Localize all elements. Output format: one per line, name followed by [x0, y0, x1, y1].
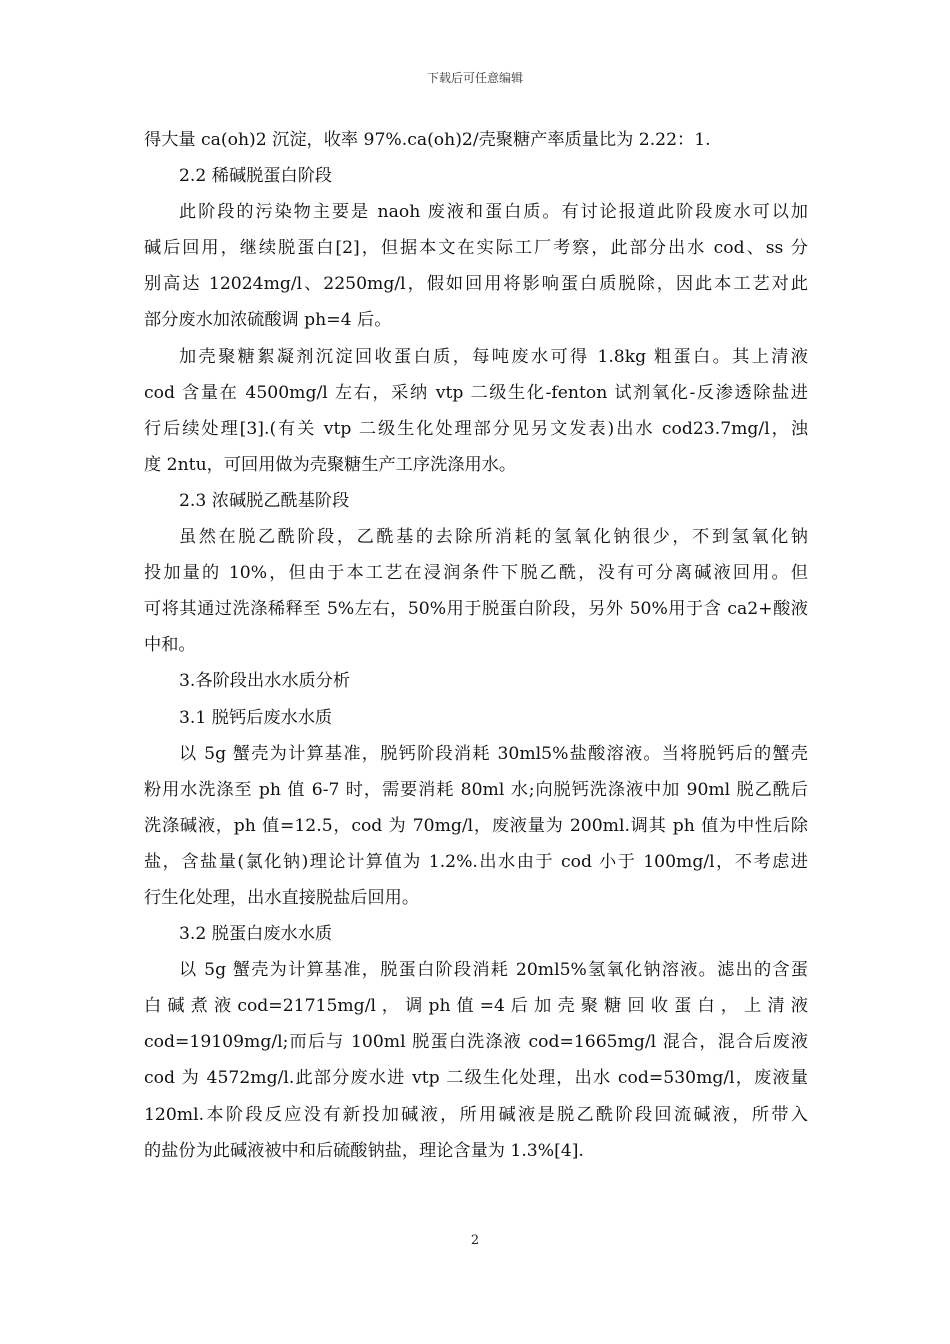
text-line: 的盐份为此碱液被中和后硫酸钠盐，理论含量为 1.3%[4].	[144, 1140, 584, 1161]
text-line: 白 碱 煮 液 cod=21715mg/l ， 调 ph 值 =4 后 加 壳 聚 糖 回 收 蛋 白 ， 上 清 液	[144, 996, 808, 1017]
text-line: 得大量 ca(oh)2 沉淀，收率 97%.ca(oh)2/壳聚糖产率质量比为 2.22：1.	[144, 130, 711, 150]
text-line: 加壳聚糖絮凝剂沉淀回收蛋白质，每吨废水可得 1.8kg 粗蛋白。其上清液	[179, 346, 808, 367]
text-line: 以 5g 蟹壳为计算基准，脱蛋白阶段消耗 20ml5%氢氧化钠溶液。滤出的含蛋	[179, 960, 808, 981]
text-line: cod=19109mg/l;而后与 100ml 脱蛋白洗涤液 cod=1665mg/l 混合，混合后废液	[144, 1032, 808, 1053]
section-heading: 2.3 浓碱脱乙酰基阶段	[179, 490, 350, 511]
text-line: 以 5g 蟹壳为计算基准，脱钙阶段消耗 30ml5%盐酸溶液。当将脱钙后的蟹壳	[179, 743, 808, 764]
text-line: 投加量的 10%，但由于本工艺在浸润条件下脱乙酰，没有可分离碱液回用。但	[144, 563, 808, 584]
text-line: 粉用水洗涤至 ph 值 6-7 时，需要消耗 80ml 水;向脱钙洗涤液中加 90ml 脱乙酰后	[144, 779, 808, 800]
section-heading: 2.2 稀碱脱蛋白阶段	[179, 166, 333, 187]
page-header: 下载后可任意编辑	[426, 71, 523, 85]
section-heading: 3.2 脱蛋白废水水质	[179, 924, 333, 945]
text-line: cod 含量在 4500mg/l 左右，采纳 vtp 二级生化-fenton 试剂氧化-反渗透除盐进	[144, 382, 808, 403]
text-line: 虽然在脱乙酰阶段，乙酰基的去除所消耗的氢氧化钠很少，不到氢氧化钠	[179, 527, 808, 548]
text-line: 别高达 12024mg/l、2250mg/l，假如回用将影响蛋白质脱除，因此本工艺对此	[144, 274, 808, 295]
text-line: 可将其通过洗涤稀释至 5%左右，50%用于脱蛋白阶段，另外 50%用于含 ca2+酸液	[144, 599, 808, 620]
section-heading: 3.1 脱钙后废水水质	[179, 707, 333, 728]
text-line: 行后续处理[3].(有关 vtp 二级生化处理部分见另文发表)出水 cod23.7mg/l，浊	[144, 418, 808, 439]
text-line: 中和。	[144, 635, 196, 656]
text-line: 盐，含盐量(氯化钠)理论计算值为 1.2%.出水由于 cod 小于 100mg/l，不考虑进	[144, 851, 808, 872]
text-line: 行生化处理，出水直接脱盐后回用。	[144, 887, 420, 908]
document-body	[144, 122, 808, 1169]
text-line: 碱后回用，继续脱蛋白[2]，但据本文在实际工厂考察，此部分出水 cod、ss 分	[144, 238, 808, 259]
text-line: cod 为 4572mg/l.此部分废水进 vtp 二级生化处理，出水 cod=530mg/l，废液量	[144, 1068, 808, 1089]
text-line: 120ml.本阶段反应没有新投加碱液，所用碱液是脱乙酰阶段回流碱液，所带入	[144, 1104, 808, 1125]
section-heading: 3.各阶段出水水质分析	[179, 671, 351, 692]
text-line: 此阶段的污染物主要是 naoh 废液和蛋白质。有讨论报道此阶段废水可以加	[179, 202, 808, 223]
text-line: 洗涤碱液，ph 值=12.5，cod 为 70mg/l，废液量为 200ml.调其 ph 值为中性后除	[144, 815, 808, 836]
text-line: 度 2ntu，可回用做为壳聚糖生产工序洗涤用水。	[144, 454, 517, 475]
page-number: 2	[470, 1233, 480, 1248]
text-line: 部分废水加浓硫酸调 ph=4 后。	[144, 310, 392, 331]
